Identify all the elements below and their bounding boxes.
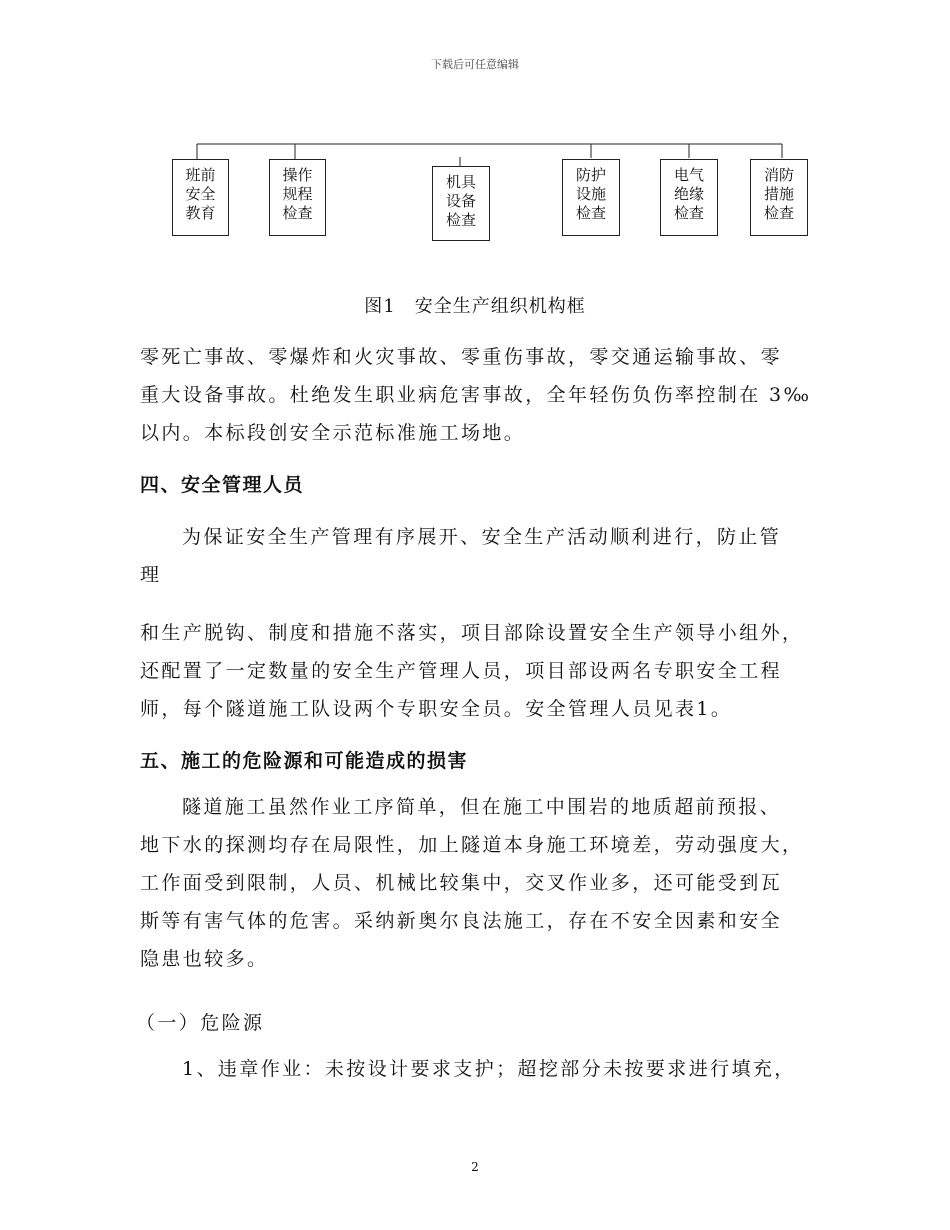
org-box-equipment-check bbox=[432, 166, 490, 241]
page-number: 2 bbox=[471, 1160, 479, 1174]
org-box-line: 安全 bbox=[185, 185, 216, 203]
org-box-line: 检查 bbox=[673, 204, 704, 222]
org-box-line: 消防 bbox=[763, 166, 794, 184]
paragraph-hazards bbox=[140, 788, 820, 978]
org-box-line: 电气 bbox=[673, 166, 704, 184]
org-box-line: 规程 bbox=[282, 185, 313, 203]
org-box-line: 检查 bbox=[575, 204, 606, 222]
org-chart bbox=[0, 0, 950, 250]
text-line: 零死亡事故、零爆炸和火灾事故、零重伤事故，零交通运输事故、零 bbox=[140, 346, 783, 368]
figure-caption: 图1 安全生产组织机构框 bbox=[364, 296, 586, 317]
text-line: 隐患也较多。 bbox=[140, 948, 269, 970]
list-item-violation: 1、违章作业：未按设计要求支护；超挖部分未按要求进行填充， bbox=[182, 1058, 796, 1080]
org-box-pre-shift-safety-education bbox=[172, 159, 229, 236]
text-line: 地下水的探测均存在局限性，加上隧道本身施工环境差，劳动强度大， bbox=[140, 834, 804, 856]
org-box-line: 班前 bbox=[185, 166, 216, 184]
org-box-line: 操作 bbox=[282, 166, 313, 184]
org-box-line: 检查 bbox=[445, 211, 476, 229]
text-line: 为保证安全生产管理有序展开、安全生产活动顺利进行，防止管 bbox=[182, 526, 782, 548]
org-box-line: 检查 bbox=[763, 204, 794, 222]
org-box-fire-measures-check bbox=[750, 159, 808, 236]
text-line: 斯等有害气体的危害。采纳新奥尔良法施工，存在不安全因素和安全 bbox=[140, 910, 783, 932]
text-line: 隧道施工虽然作业工序简单，但在施工中围岩的地质超前预报、 bbox=[182, 796, 782, 818]
text-line: 工作面受到限制，人员、机械比较集中，交叉作业多，还可能受到瓦 bbox=[140, 872, 783, 894]
paragraph-goals bbox=[140, 338, 820, 452]
org-box-line: 教育 bbox=[185, 204, 216, 222]
org-box-line: 设备 bbox=[445, 192, 476, 210]
text-line: 重大设备事故。杜绝发生职业病危害事故，全年轻伤负伤率控制在 3‰ bbox=[140, 384, 812, 406]
paragraph-management-intro bbox=[140, 518, 820, 594]
org-box-line: 绝缘 bbox=[673, 185, 704, 203]
text-line: 理 bbox=[140, 564, 162, 586]
org-box-line: 措施 bbox=[763, 185, 794, 203]
org-box-line: 机具 bbox=[445, 173, 476, 191]
org-box-protection-facilities-check bbox=[562, 159, 620, 236]
page-header: 下载后可任意编辑 bbox=[431, 58, 519, 71]
text-line: 师，每个隧道施工队设两个专职安全员。安全管理人员见表1。 bbox=[140, 698, 733, 720]
paragraph-management-body bbox=[140, 614, 820, 728]
text-line: 以内。本标段创安全示范标准施工场地。 bbox=[140, 422, 526, 444]
section-heading-4: 四、安全管理人员 bbox=[140, 474, 305, 496]
text-line: 和生产脱钩、制度和措施不落实，项目部除设置安全生产领导小组外， bbox=[140, 622, 804, 644]
org-box-line: 设施 bbox=[575, 185, 606, 203]
subheading-hazard-sources: （一）危险源 bbox=[136, 1012, 265, 1034]
text-line: 还配置了一定数量的安全生产管理人员，项目部设两名专职安全工程 bbox=[140, 660, 783, 682]
org-box-electrical-insulation-check bbox=[660, 159, 718, 236]
org-box-line: 防护 bbox=[575, 166, 606, 184]
org-box-operation-rules-check bbox=[269, 159, 326, 236]
section-heading-5: 五、施工的危险源和可能造成的损害 bbox=[140, 750, 469, 772]
org-box-line: 检查 bbox=[282, 204, 313, 222]
